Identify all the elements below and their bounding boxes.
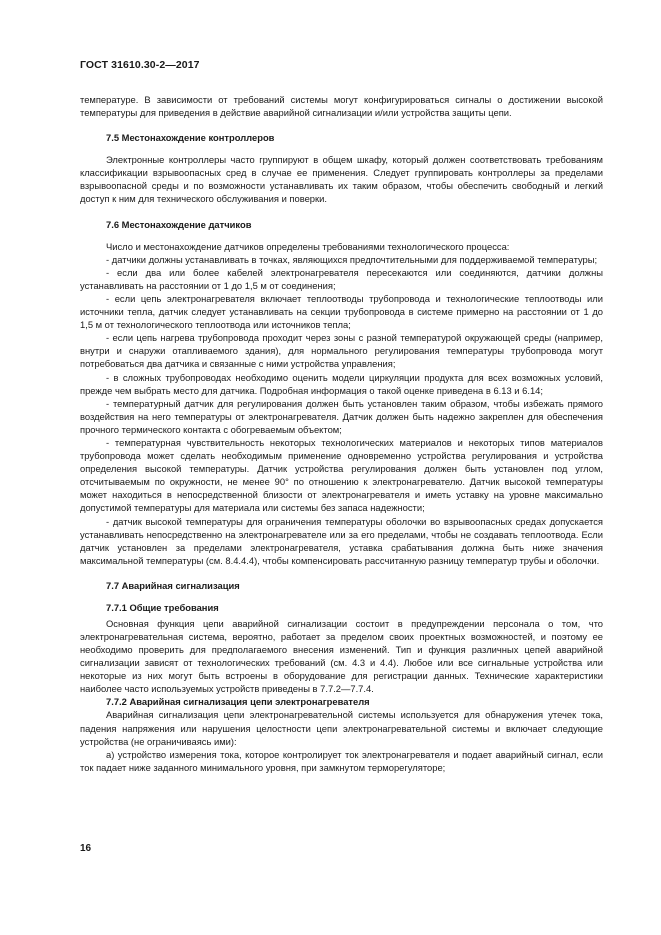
section-7-6-item: - если цепь электронагревателя включает теплоотводы трубопровода и технологические теплоотводы или источники тепла, датчик следует устанавливать на секции трубопровода в системе примерно на расстоянии от 1 до 1,5 м от технологического теплоотвода или источников тепла; (80, 292, 603, 331)
section-7-6-item: - если два или более кабелей электронагревателя пересекаются или соединяются, датчики должны устанавливать на расстоянии от 1 до 1,5 м от соединения; (80, 266, 603, 291)
section-7-6-item: - датчик высокой температуры для ограничения температуры оболочки во взрывоопасных средах допускается устанавливать непосредственно на электронагревателе или за его пределами, чтобы не создавать теплоотвода. Если датчик установлен за пределами электронагревателя, уставка срабатывания должна быть ниже значения максимальной температуры (см. 8.4.4.4), чтобы компенсировать рассчитанную разницу температур трубы и оболочки. (80, 515, 603, 566)
section-7-6-item: - датчики должны устанавливать в точках, являющихся предпочтительными для поддерживаемой температуры; (106, 253, 598, 265)
section-7-6-item: - если цепь нагрева трубопровода проходит через зоны с разной температурой окружающей среды (например, внутри и снаружи отапливаемого здания), для нормального регулирования температуры трубопровода могут потребоваться два датчика и связанные с ними устройства управления; (80, 332, 603, 370)
section-7-5-paragraph: Электронные контроллеры часто группируют в общем шкафу, который должен соответствовать требованиям классификации взрывоопасных сред в случае ее применения. Следует группировать контроллеры за пределами взрывоопасной среды и по возможности устанавливать их таким образом, чтобы обеспечить свободный и легкий доступ к ним для технического обслуживания и поверки. (80, 154, 603, 205)
document-page (80, 58, 603, 774)
section-7-7-2-title: 7.7.2 Аварийная сигнализация цепи электронагревателя (106, 696, 370, 708)
document-header: ГОСТ 31610.30-2—2017 (80, 59, 200, 71)
section-7-6-item: - температурный датчик для регулирования должен быть установлен таким образом, чтобы избежать прямого воздействия на него температуры от электронагревателя. Датчик должен быть надежно закреплен для обеспечения прочного термического контакта с обогреваемым объектом; (80, 397, 603, 435)
section-7-6-item: Число и местонахождение датчиков определены требованиями технологического процесса: (106, 240, 510, 252)
intro-paragraph: температуре. В зависимости от требований системы могут конфигурироваться сигналы о достижении высокой температуры для приведения в действие аварийной сигнализации и/или устройства защиты цепи. (80, 94, 603, 119)
section-7-7-1-paragraph: Основная функция цепи аварийной сигнализации состоит в предупреждении персонала о том, что электронагревательная система, вероятно, работает за пределом своих проектных возможностей, и поэтому ее необходимо проверить для предполагаемого внесения изменений. Тип и функция различных цепей аварийной сигнализации зависят от технологических требований (см. 4.3 и 4.4). Любое или все сигнальные устройства или некоторые из них могут быть встроены в оборудование для регистрации данных. Технические характеристики наиболее часто используемых устройств приведены в 7.7.2—7.7.4. (80, 617, 603, 695)
section-7-7-title: 7.7 Аварийная сигнализация (106, 579, 240, 591)
section-7-5-title: 7.5 Местонахождение контроллеров (106, 132, 275, 144)
section-7-6-title: 7.6 Местонахождение датчиков (106, 218, 252, 230)
section-7-6-item: - в сложных трубопроводах необходимо оценить модели циркуляции продукта для всех возможных условий, прежде чем выбрать место для датчика. Подробная информация о такой оценке приведена в 6.13 и 6.14; (80, 371, 603, 396)
section-7-7-2-item-a: а) устройство измерения тока, которое контролирует ток электронагревателя и подает аварийный сигнал, если ток падает ниже заданного минимального уровня, при замкнутом терморегуляторе; (80, 748, 603, 773)
section-7-7-2-paragraph: Аварийная сигнализация цепи электронагревательной системы используется для обнаружения утечек тока, падения напряжения или нарушения целостности цепи электронагревательной системы и включает следующие устройства (не ограничиваясь ими): (80, 709, 603, 747)
section-7-6-item: - температурная чувствительность некоторых технологических материалов и некоторых типов материалов трубопровода может сделать необходимым применение одновременно устройства регулирования и устройства определения высокой температуры. Датчик устройства регулирования должен быть установлен под углом, отсчитываемым по окружности, не менее 90° по отношению к электронагревателю. Датчик высокой температуры может находиться в непосредственной близости от электронагревателя и иметь уставку на уровне максимально допустимой температуры для материала или системы без запаса надежности; (80, 436, 603, 514)
page-number: 16 (80, 843, 92, 854)
section-7-7-1-title: 7.7.1 Общие требования (106, 601, 219, 613)
